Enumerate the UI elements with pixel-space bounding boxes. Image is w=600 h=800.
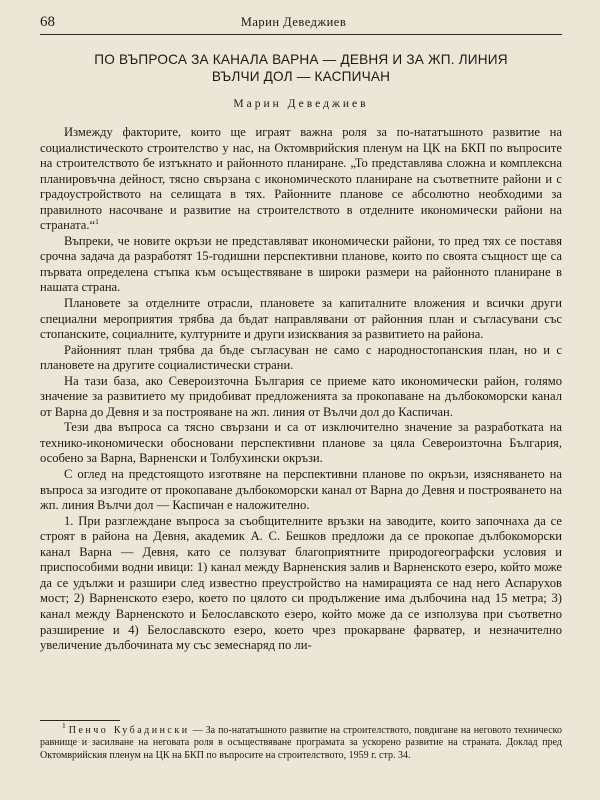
footnote-reference: 1 — [95, 217, 99, 227]
footnote-1 — [40, 721, 562, 762]
paragraph-7: С оглед на предстоящото изготвяне на перспективни планове по окръзи, изясняването на въпроса за изгодите от прокопаване дълбокоморски канал от Варна до Девня и построяването на жп. линия Вълчи дол — Каспичан е наложително. — [40, 467, 562, 513]
footnote-author: Пенчо Кубадински — [68, 725, 190, 736]
paragraph-1 — [40, 125, 562, 234]
paragraph-5: На тази база, ако Североизточна България се приеме като икономически район, голямо значение за развитието му придобиват предложенията за прокопаване на дълбокоморски канал от Варна до Девня и за построяване на жп. линия от Вълчи дол до Каспичан. — [40, 373, 562, 419]
article-author: Марин Деведжиев — [233, 98, 369, 110]
article-body — [40, 125, 562, 654]
paragraph-3: Плановете за отделните отрасли, плановете за капиталните вложения и всички други специални мероприятия трябва да бъдат направлявани от районния план и съгласувани със стопанските, социалните, културните и други изисквания за развитието на района. — [40, 296, 562, 342]
paragraph-4: Районният план трябва да бъде съгласуван не само с народностопанския план, но и с плановете на другите социалистически страни. — [40, 342, 562, 373]
running-head: Марин Деведжиев — [240, 15, 347, 29]
page-number: 68 — [40, 14, 55, 30]
footnotes — [40, 720, 562, 762]
footnote-text: — За по-нататъшното развитие на строителството, повдигане на неговото техническо равнище и засилване на неговата роля в осъществяване програмата за ускорено развитие на страната. Доклад пред Октомврийския пленум на ЦК на БКП по въпросите на строителството, 1959 г. стр. 34. — [40, 725, 562, 761]
article-title-line-1: ПО ВЪПРОСА ЗА КАНАЛА ВАРНА — ДЕВНЯ И ЗА ЖП. ЛИНИЯ — [94, 52, 508, 67]
footnote-rule — [40, 720, 120, 721]
article-title — [40, 51, 562, 85]
page-header — [40, 14, 562, 35]
footnote-number: 1 — [62, 721, 66, 730]
article-title-line-2: ВЪЛЧИ ДОЛ — КАСПИЧАН — [211, 69, 391, 84]
paragraph-8: 1. При разглеждане въпроса за съобщителните връзки на заводите, които започнаха да се строят в района на Девня, академик А. С. Бешков предложи да се прокопае дълбокоморски канал Варна — Девня, като се ползуват благоприятните природогеографски условия и приспособими водни ивици: 1) канал между Варненския залив и Варненското езеро, който може да се удължи и разшири след известно преустройство на намирацията се над него Аспарухов мост; 2) Варненското езеро, което по цялото си продължение има дълбочина над 15 метра; 3) канал между Варненското и Белославското езеро, който може да се използува при съответно разширение и 4) Белославското езеро, което чрез прокарване фарватер, и незначително увеличение дълбочината му със земеснаряд по ли- — [40, 513, 562, 653]
paragraph-2: Въпреки, че новите окръзи не представляват икономически райони, то пред тях се поставя срочна задача да разработят 15-годишни перспективни планове, които по своята същност ще са първата определена стъпка към осъществяване в широки размери на районното планиране в нашата страна. — [40, 233, 562, 295]
paragraph-1-text: Измежду факторите, които ще играят важна роля за по-нататъшното развитие на социалистическото строителство у нас, на Октомврийския пленум на ЦК на БКП по въпросите на строителството бе изтъкнато и районното планиране. „То представлява сложна и комплексна планировъчна дейност, тясно свързана с икономическото планиране на съответните райони и с градоустройството на селищата в тях. Районните планове се абсолютно необходими за правилното насочване и развитие на строителството в отделните икономически райони на страната.“ — [40, 125, 562, 233]
paragraph-6: Тези два въпроса са тясно свързани и са от изключително значение за разработката на технико-икономически обосновани перспективни планове за цяла Североизточна България, особено за Варна, Варненски и Толбухински окръзи. — [40, 420, 562, 466]
